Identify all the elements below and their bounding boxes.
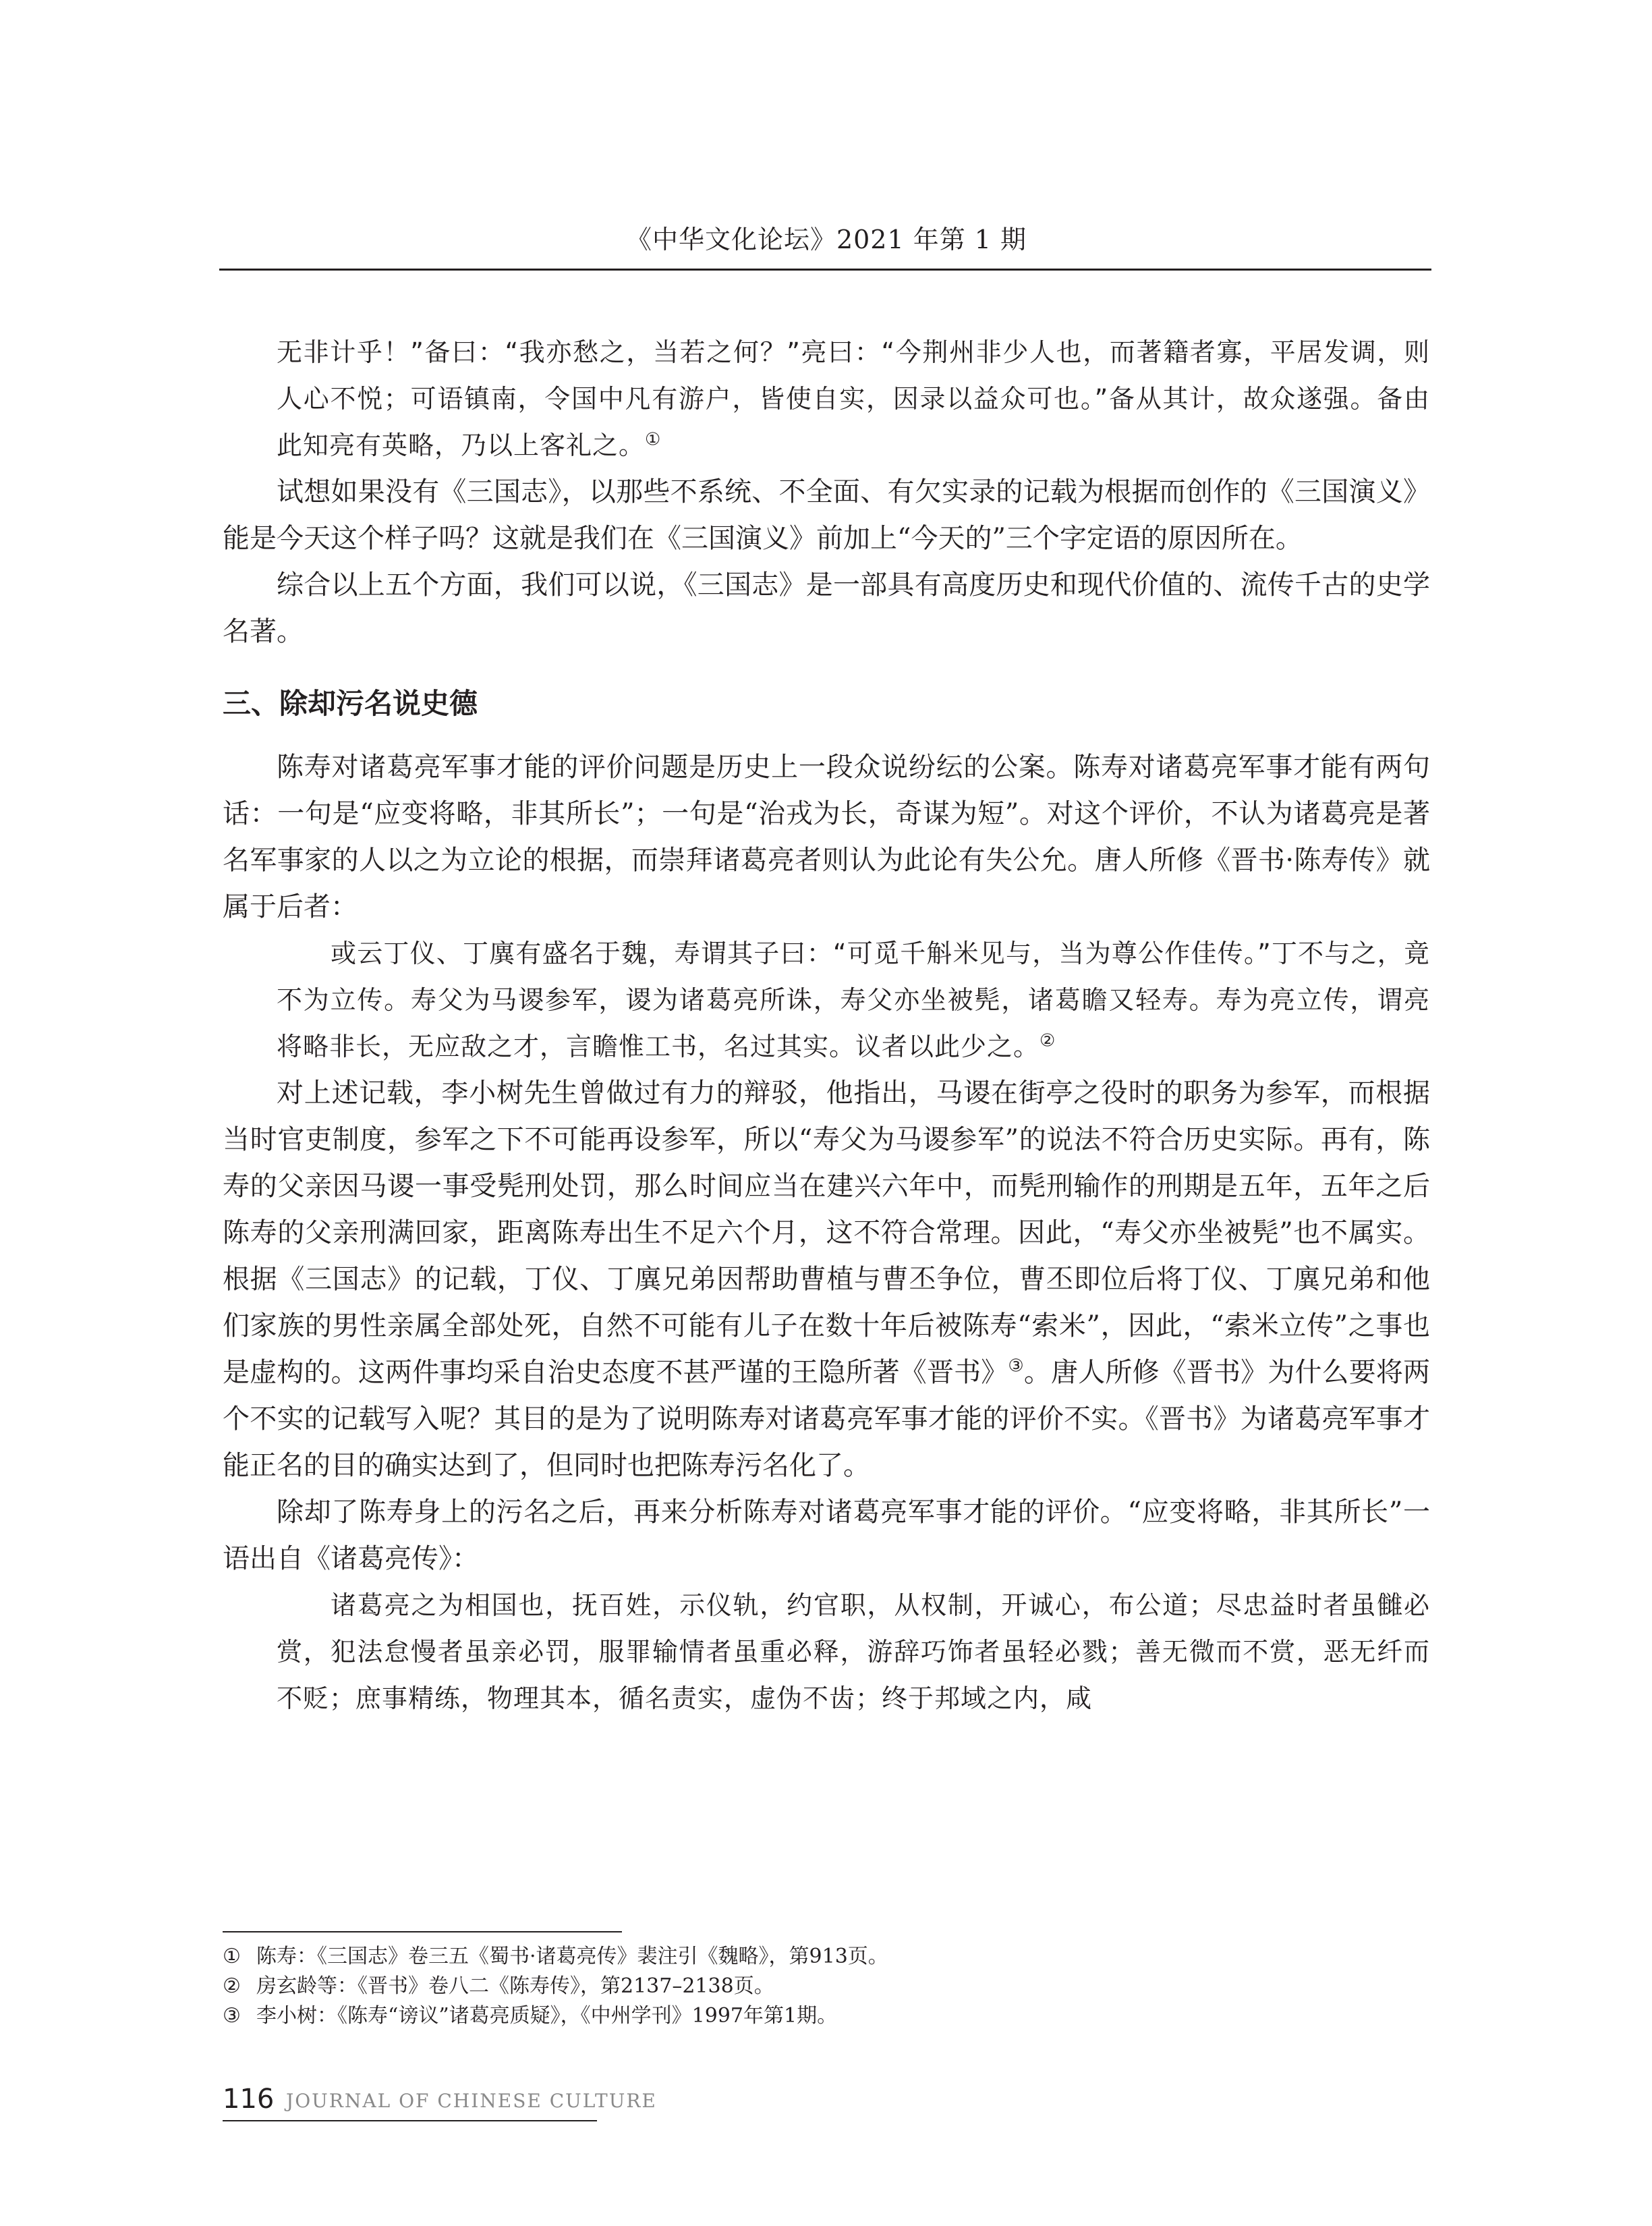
footnote-1-text: 陈寿：《三国志》卷三五《蜀书·诸葛亮传》裴注引《魏略》，第913页。 <box>256 1945 888 1968</box>
footnote-1 <box>223 1942 1430 1972</box>
footnote-3-text: 李小树：《陈寿“谤议”诸葛亮质疑》，《中州学刊》1997年第1期。 <box>256 2004 838 2028</box>
paragraph-li-text-a: 对上述记载，李小树先生曾做过有力的辩驳，他指出，马谡在街亭之役时的职务为参军，而根据当时官吏制度，参军之下不可能再设参军，所以“寿父为马谡参军”的说法不符合历史实际。再有，陈寿的父亲因马谡一事受髡刑处罚，那么时间应当在建兴六年中，而髡刑输作的刑期是五年，五年之后陈寿的父亲刑满回家，距离陈寿出生不足六个月，这不符合常理。因此，“寿父亦坐被髡”也不属实。根据《三国志》的记载，丁仪、丁廙兄弟因帮助曹植与曹丕争位，曹丕即位后将丁仪、丁廙兄弟和他们家族的男性亲属全部处死，自然不可能有儿子在数十年后被陈寿“索米”，因此，“索米立传”之事也是虚构的。这两件事均采自治史态度不甚严谨的王隐所著《晋书》 <box>223 1078 1430 1388</box>
footer-rule <box>223 2120 597 2121</box>
quote-block-2 <box>223 930 1430 1070</box>
paragraph-chen-shou-evaluation: 陈寿对诸葛亮军事才能的评价问题是历史上一段众说纷纭的公案。陈寿对诸葛亮军事才能有两句话：一句是“应变将略，非其所长”；一句是“治戎为长，奇谋为短”。对这个评价，不认为诸葛亮是著名军事家的人以之为立论的根据，而崇拜诸葛亮者则认为此论有失公允。唐人所修《晋书·陈寿传》就属于后者： <box>223 752 1430 922</box>
footnote-3 <box>223 2001 1430 2031</box>
paragraph-remove-stigma: 除却了陈寿身上的污名之后，再来分析陈寿对诸葛亮军事才能的评价。“应变将略，非其所长”一语出自《诸葛亮传》： <box>223 1497 1430 1574</box>
footnote-marker-3: ③ <box>1008 1356 1024 1376</box>
page-number: 116 <box>223 2084 275 2115</box>
footnote-marker-1: ① <box>645 429 662 450</box>
footnote-3-number: ③ <box>223 2004 241 2028</box>
main-text <box>223 329 1430 1722</box>
paragraph-li-text-b: 。唐人所修《晋书》为什么要将两个不实的记载写入呢？其目的是为了说明陈寿对诸葛亮军事才能的评价不实。《晋书》为诸葛亮军事才能正名的目的确实达到了，但同时也把陈寿污名化了。 <box>223 1357 1431 1481</box>
paragraph-sanguozhi-imagine: 试想如果没有《三国志》，以那些不系统、不全面、有欠实录的记载为根据而创作的《三国演义》能是今天这个样子吗？这就是我们在《三国演义》前加上“今天的”三个字定语的原因所在。 <box>223 476 1430 554</box>
quote-block-3: 诸葛亮之为相国也，抚百姓，示仪轨，约官职，从权制，开诚心，布公道；尽忠益时者虽雠必赏，犯法怠慢者虽亲必罚，服罪输情者虽重必释，游辞巧饰者虽轻必戮；善无微而不赏，恶无纤而不贬；庶事精练，物理其本，循名责实，虚伪不齿；终于邦域之内，咸 <box>277 1590 1430 1713</box>
quote-2-text: 或云丁仪、丁廙有盛名于魏，寿谓其子曰：“可觅千斛米见与，当为尊公作佳传。”丁不与之，竟不为立传。寿父为马谡参军，谡为诸葛亮所诛，寿父亦坐被髡，诸葛瞻又轻寿。寿为亮立传，谓亮将略非长，无应敌之才，言瞻惟工书，名过其实。议者以此少之。 <box>277 939 1430 1061</box>
paragraph-li-xiaoshu-rebuttal <box>223 1070 1430 1489</box>
journal-name: JOURNAL OF CHINESE CULTURE <box>286 2090 657 2112</box>
quote-1-text: 无非计乎！”备曰：“我亦愁之，当若之何？”亮曰：“今荆州非少人也，而著籍者寡，平居发调，则人心不悦；可语镇南，令国中凡有游户，皆使自实，因录以益众可也。”备从其计，故众遂强。备由此知亮有英略，乃以上客礼之。 <box>277 337 1430 460</box>
footnote-2 <box>223 1972 1430 2001</box>
header-rule <box>219 269 1431 271</box>
paragraph-summary: 综合以上五个方面，我们可以说，《三国志》是一部具有高度历史和现代价值的、流传千古的史学名著。 <box>223 569 1430 647</box>
footnote-rule <box>223 1931 622 1932</box>
footnote-1-number: ① <box>223 1945 241 1968</box>
footnotes <box>223 1942 1430 2031</box>
running-head: 《中华文化论坛》2021 年第 1 期 <box>625 225 1027 254</box>
section-heading: 三、除却污名说史德 <box>223 687 478 720</box>
footnote-marker-2: ② <box>1039 1030 1056 1051</box>
footnote-2-number: ② <box>223 1974 241 1998</box>
footnote-2-text: 房玄龄等：《晋书》卷八二《陈寿传》，第2137–2138页。 <box>256 1974 774 1998</box>
quote-block-1 <box>223 329 1430 469</box>
